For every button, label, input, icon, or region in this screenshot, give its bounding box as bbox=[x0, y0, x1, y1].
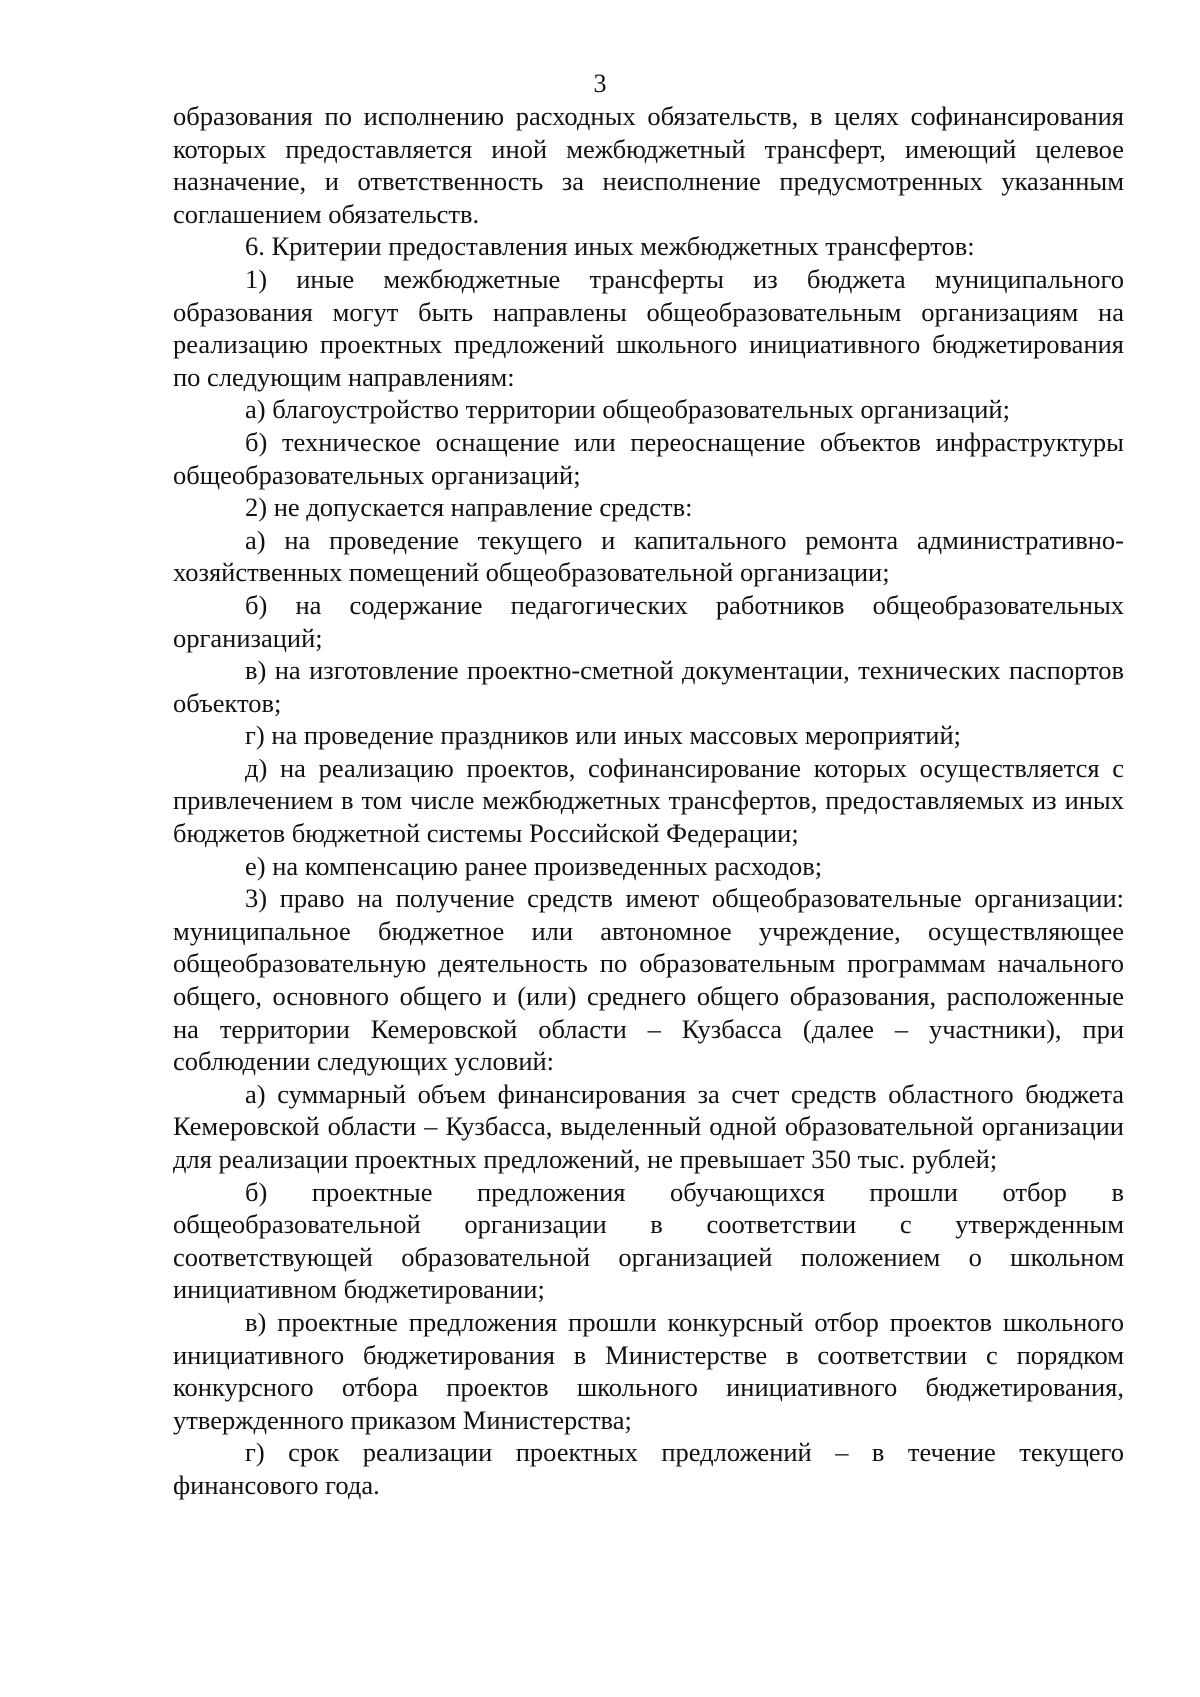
paragraph: г) на проведение праздников или иных массовых мероприятий; bbox=[245, 720, 961, 751]
paragraph: б) техническое оснащение или переоснащение объектов инфраструктуры общеобразовательных организаций; bbox=[173, 426, 1124, 490]
paragraph: б) на содержание педагогических работников общеобразовательных организаций; bbox=[173, 589, 1124, 653]
paragraph: а) на проведение текущего и капитального ремонта административно-хозяйственных помещений общеобразовательной организации; bbox=[173, 524, 1124, 588]
paragraph: в) на изготовление проектно-сметной документации, технических паспортов объектов; bbox=[173, 655, 1124, 718]
paragraph: 6. Критерии предоставления иных межбюджетных трансфертов: bbox=[245, 231, 975, 262]
paragraph: б) проектные предложения обучающихся прошли отбор в общеобразовательной организации в соответствии с утвержденным соответствующей образовательной организацией положением о школьном инициативном бюджетировании; bbox=[173, 1176, 1124, 1305]
page-number: 3 bbox=[593, 69, 607, 98]
paragraph: а) благоустройство территории общеобразовательных организаций; bbox=[245, 394, 1010, 425]
paragraph: г) срок реализации проектных предложений – в течение текущего финансового года. bbox=[173, 1437, 1124, 1500]
paragraph: 3) право на получение средств имеют общеобразовательные организации: муниципальное бюджетное или автономное учреждение, осуществляющее общеобразовательную деятельность по образовательным программам начального общего, основного общего и (или) среднего общего образования, расположенные на территории Кемеровской области – Кузбасса (далее – участники), при соблюдении следующих условий: bbox=[173, 883, 1124, 1077]
paragraph: 2) не допускается направление средств: bbox=[245, 492, 693, 523]
paragraph: 1) иные межбюджетные трансферты из бюджета муниципального образования могут быть направлены общеобразовательным организациям на реализацию проектных предложений школьного инициативного бюджетирования по следующим направлениям: bbox=[173, 263, 1124, 392]
paragraph: образования по исполнению расходных обязательств, в целях софинансирования которых предоставляется иной межбюджетный трансферт, имеющий целевое назначение, и ответственность за неисполнение предусмотренных указанным соглашением обязательств. bbox=[173, 101, 1124, 229]
document-body bbox=[173, 100, 1124, 1502]
paragraph: в) проектные предложения прошли конкурсный отбор проектов школьного инициативного бюджетирования в Министерстве в соответствии с порядком конкурсного отбора проектов школьного инициативного бюджетирования, утвержденного приказом Министерства; bbox=[173, 1306, 1124, 1435]
paragraph: а) суммарный объем финансирования за счет средств областного бюджета Кемеровской области – Кузбасса, выделенный одной образовательной организации для реализации проектных предложений, не превышает 350 тыс. рублей; bbox=[173, 1078, 1124, 1174]
paragraph: е) на компенсацию ранее произведенных расходов; bbox=[245, 850, 823, 881]
paragraph: д) на реализацию проектов, софинансирование которых осуществляется с привлечением в том числе межбюджетных трансфертов, предоставляемых из иных бюджетов бюджетной системы Российской Федерации; bbox=[173, 752, 1124, 849]
